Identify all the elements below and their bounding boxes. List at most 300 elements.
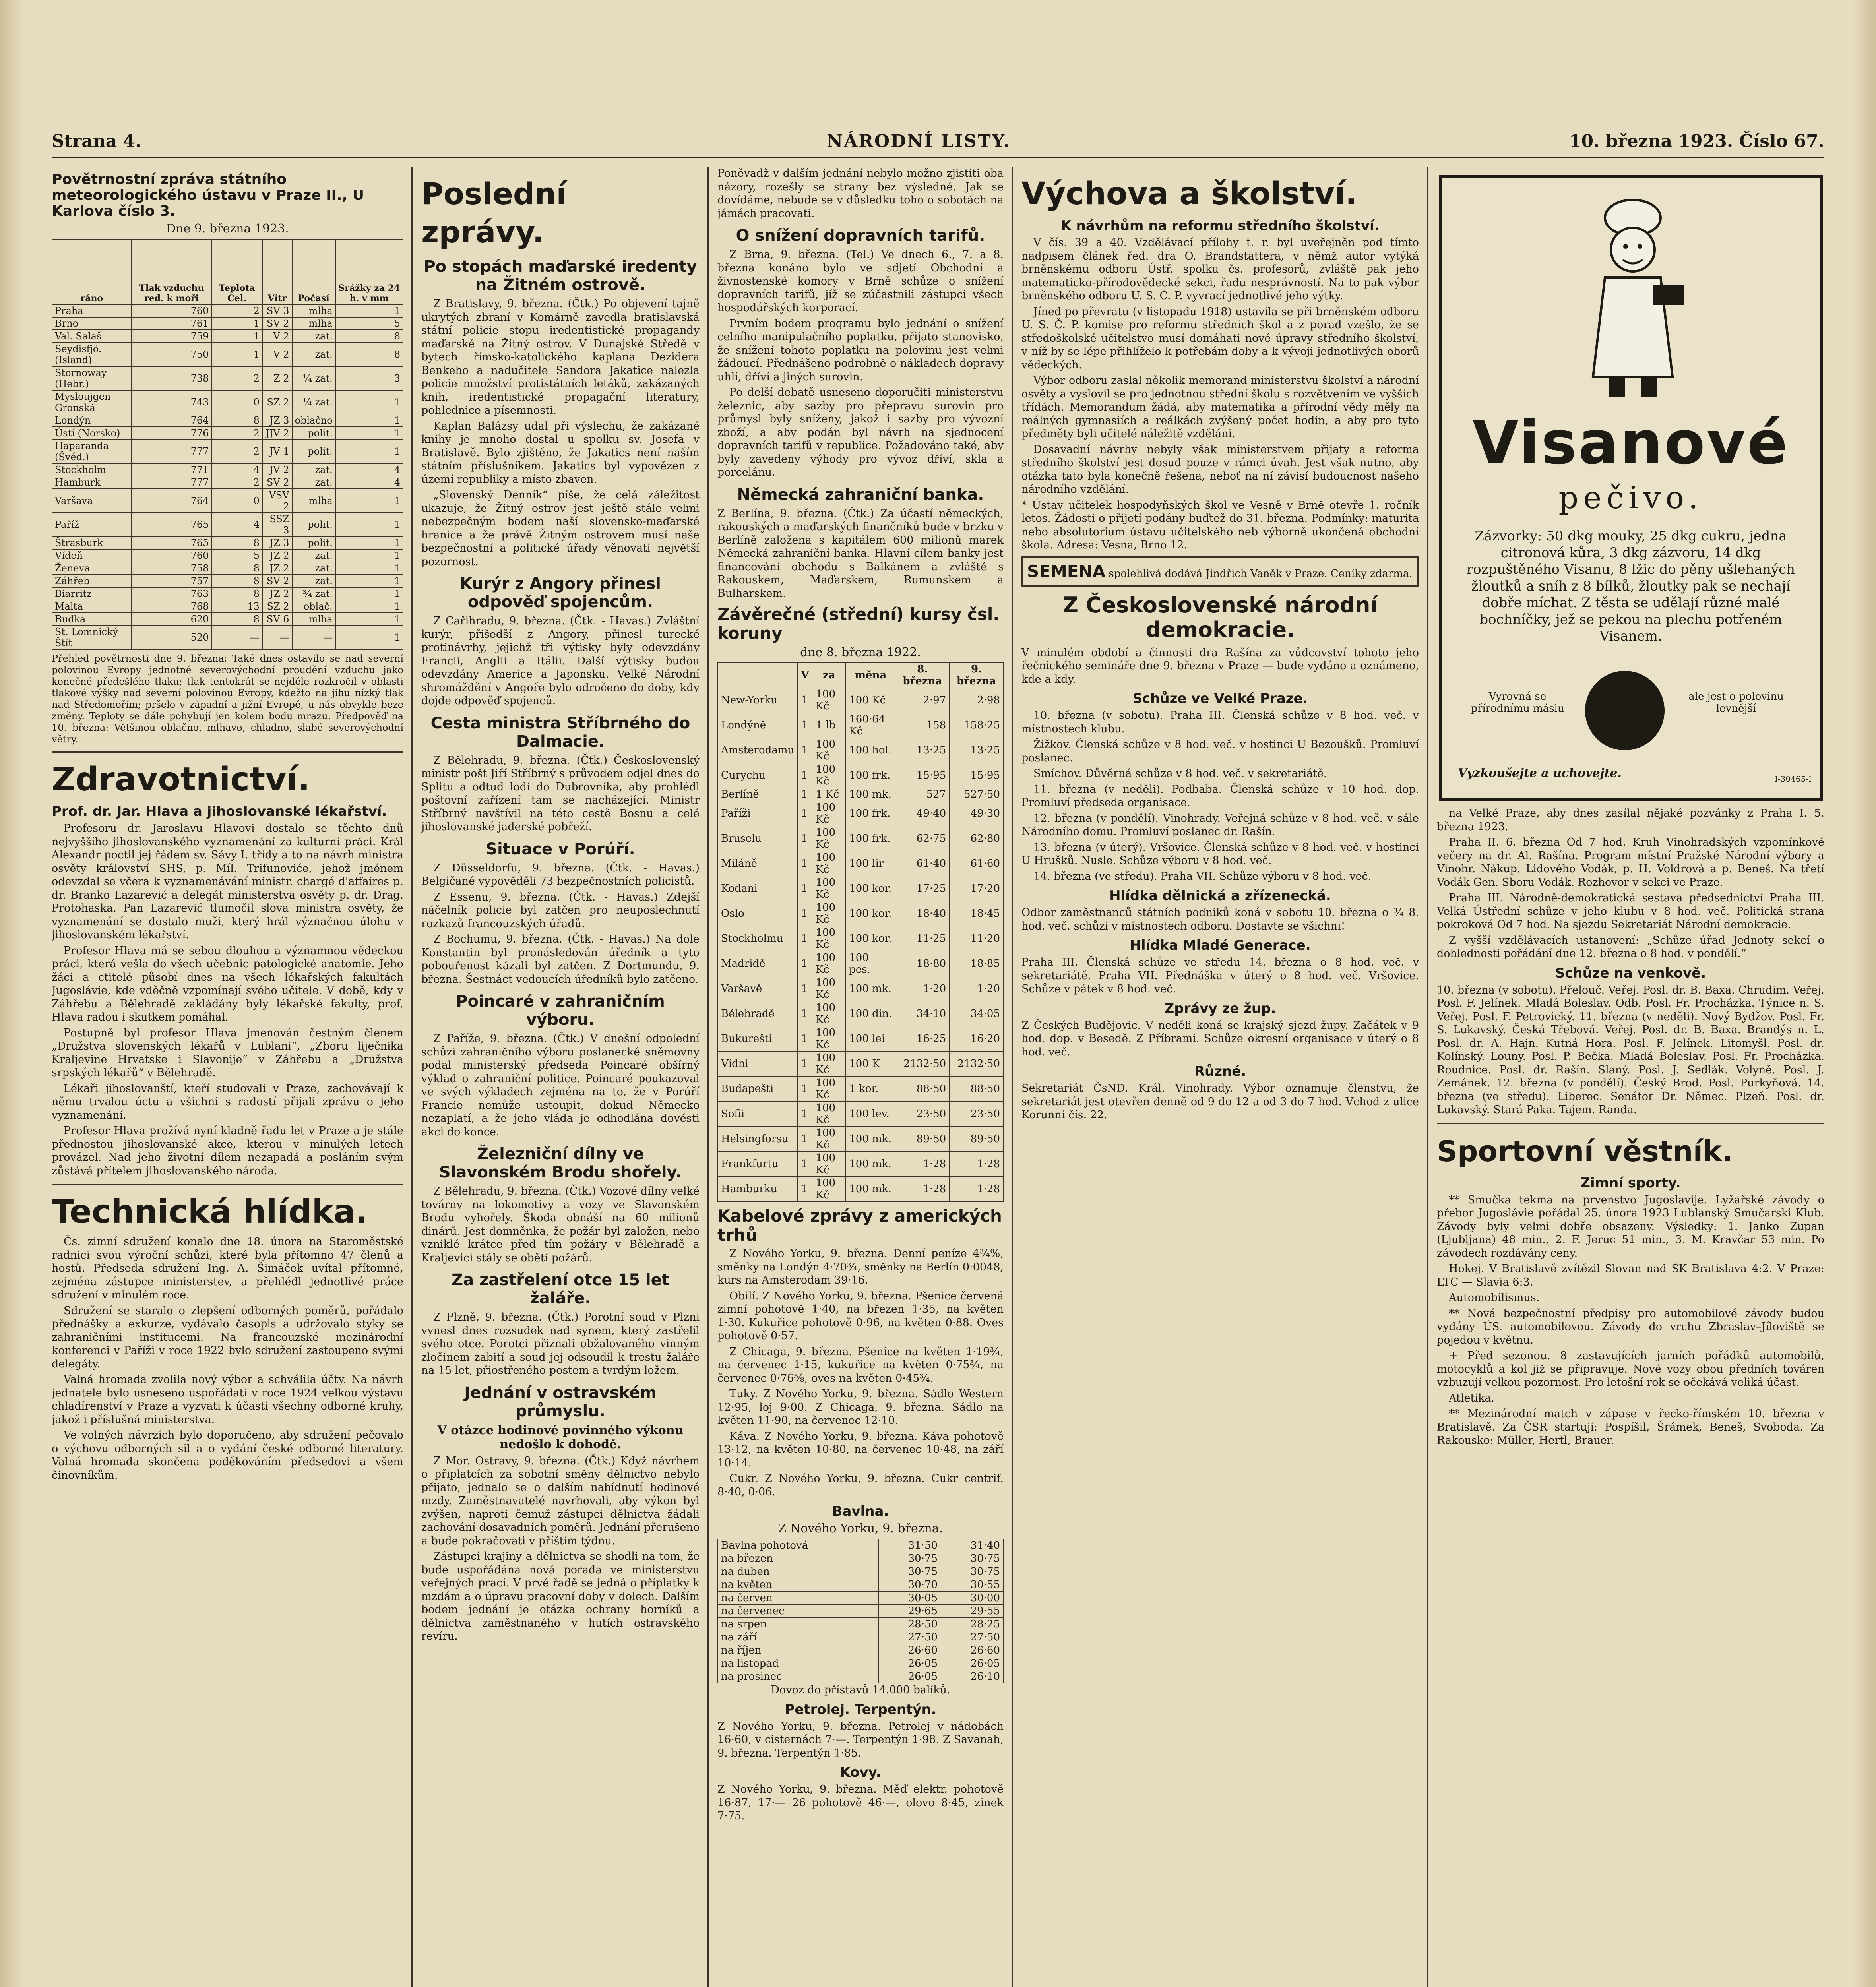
table-cell: 100 Kč <box>812 1026 846 1052</box>
table-cell: 30·75 <box>941 1565 1004 1578</box>
table-cell: oblačno <box>292 414 335 427</box>
table-row <box>718 826 1004 851</box>
table-cell: JZ 2 <box>262 549 292 562</box>
table-cell: 760 <box>132 549 212 562</box>
ad-code: I-30465-I <box>1775 774 1812 784</box>
table-cell: 100 Kč <box>846 688 895 713</box>
paragraph: Cukr. Z Nového Yorku, 9. března. Cukr centrif. 8·40, 0·06. <box>717 1472 1004 1498</box>
table-cell: 743 <box>132 390 212 414</box>
list-item: Z vyšší vzdělávacích ustanovení: „Schůze úřad Jednoty sekcí o dohlednosti pořádání dne 12. března o 8 hod. v pondělí.“ <box>1437 934 1824 960</box>
table-cell: 1 <box>335 613 403 626</box>
article-title: Petrolej. Terpentýn. <box>785 1701 936 1718</box>
table-cell: Stockholm <box>52 463 132 476</box>
table-cell: 17·20 <box>950 876 1004 901</box>
ad-recipe: Zázvorky: 50 dkg mouky, 25 dkg cukru, jedna citronová kůra, 3 dkg zázvoru, 14 dkg rozpuštěného Visanu, 8 lžic do pěny ušlehaných žloutků a sníh z 8 bílků, žloutky pak se nechají dobře míchat. Z těsta se udělají různé malé bochníčky, jež se pekou na plechu potřeném Visanem. <box>1466 528 1795 644</box>
table-row <box>52 549 403 562</box>
article-body: Z Nového Yorku, 9. března. Petrolej v nádobách 16·60, v cisternách 7·—. Terpentýn 1·98. Z Savanah, 9. března. Terpentýn 1·85. <box>717 1720 1004 1759</box>
table-cell: 1 <box>798 1077 812 1102</box>
article-subtitle: V otázce hodinové povinného výkonu nedošlo k dohodě. <box>437 1423 684 1451</box>
table-cell: polit. <box>292 513 335 536</box>
table-cell: 30·75 <box>941 1552 1004 1565</box>
table-cell: Budka <box>52 613 132 626</box>
article-title: Kurýr z Angory přinesl odpověď spojencům. <box>460 575 661 611</box>
table-cell: 100 Kč <box>812 1077 846 1102</box>
table-cell: 26·05 <box>879 1670 941 1683</box>
table-row <box>52 366 403 390</box>
column-divider <box>411 167 413 1987</box>
section-title-sport: Sportovní věstník. <box>1437 1134 1733 1168</box>
table-cell: 1 <box>798 1127 812 1152</box>
table-cell: 13·25 <box>950 738 1004 763</box>
table-row <box>718 738 1004 763</box>
table-row <box>718 763 1004 788</box>
meeting-list <box>1021 709 1419 883</box>
table-row <box>718 1618 1004 1631</box>
newspaper-title: NÁRODNÍ LISTY. <box>827 131 1011 151</box>
masthead-rule <box>52 157 1824 159</box>
table-cell: 1 <box>798 801 812 826</box>
list-item: 11. března (v neděli). Podbaba. Členská schůze v 10 hod. dop. Promluví předseda organisace. <box>1021 783 1419 809</box>
column-divider <box>1012 167 1013 1987</box>
table-cell: 17·25 <box>895 876 950 901</box>
table-cell: 1 <box>798 688 812 713</box>
table-cell: 2 <box>211 304 262 317</box>
table-cell: 1 <box>798 876 812 901</box>
list-item: 10. března (v sobotu). Praha III. Členská schůze v 8 hod. več. v místnostech klubu. <box>1021 709 1419 735</box>
table-row <box>52 613 403 626</box>
table-cell: zat. <box>292 343 335 366</box>
paragraph: ** Nová bezpečnostní předpisy pro automobilové závody budou vydány ÚS. automobilovou. Závody do vrchu Zbraslav–Jíloviště se pojedou v květnu. <box>1437 1307 1824 1346</box>
table-cell: 1 lb <box>812 713 846 738</box>
table-cell: V 2 <box>262 330 292 343</box>
table-cell: na červen <box>718 1592 879 1605</box>
table-row <box>718 1127 1004 1152</box>
table-cell: 100 Kč <box>812 1152 846 1177</box>
table-cell: 1 <box>211 330 262 343</box>
table-cell: Malta <box>52 600 132 613</box>
table-cell: polit. <box>292 427 335 440</box>
table-cell: 1 <box>335 600 403 613</box>
paragraph: Výbor odboru zaslal několik memorand ministerstvu školství a národní osvěty a vyslovil se pro jednotnou střední školu s rozvětvením ve vyšších třídách. Memorandum žádá, aby matematika a přírodní vědy měly na reálných gymnasiích a reálkách zvýšený počet hodin, a aby pro tyto předměty byli učitelé náležitě vzděláni. <box>1021 374 1419 440</box>
table-cell: 88·50 <box>895 1077 950 1102</box>
table-cell: 26·05 <box>941 1657 1004 1670</box>
table-cell: JV 2 <box>262 463 292 476</box>
table-cell: 89·50 <box>895 1127 950 1152</box>
article-title: Situace v Porúří. <box>486 840 635 858</box>
table-cell: 27·50 <box>879 1631 941 1644</box>
table-cell: 160·64 Kč <box>846 713 895 738</box>
table-cell: 527·50 <box>950 788 1004 801</box>
table-cell: 5 <box>335 317 403 330</box>
table-cell: 3 <box>335 366 403 390</box>
table-cell: 100 kor. <box>846 926 895 951</box>
article-body <box>421 297 700 568</box>
table-row <box>52 575 403 587</box>
table-cell: — <box>292 626 335 649</box>
table-cell: 18·80 <box>895 951 950 976</box>
table-row <box>718 1605 1004 1618</box>
table-cell: 0 <box>211 489 262 513</box>
table-header: za <box>812 663 846 688</box>
table-cell: 100 Kč <box>812 901 846 926</box>
table-cell: Vídni <box>718 1052 798 1077</box>
table-cell: 11·20 <box>950 926 1004 951</box>
table-row <box>718 1077 1004 1102</box>
table-cell: Londýně <box>718 713 798 738</box>
table-cell: mlha <box>292 613 335 626</box>
table-cell: 764 <box>132 414 212 427</box>
table-cell: 1 <box>798 951 812 976</box>
table-row <box>52 343 403 366</box>
list-item: Praha II. 6. března Od 7 hod. Kruh Vinohradských vzpomínkové večery na dr. Al. Rašína. Program místní Pražské Národní výbory a Vinohr. Nákup. Lidového Vodák, p. H. Voldrová a p. Beneš. Na třetí Vodák Gen. Sboru Vodák. Rozhovor v sekci ve Praze. <box>1437 836 1824 889</box>
column-3 <box>717 167 1004 1987</box>
table-cell: 100 frk. <box>846 801 895 826</box>
table-row <box>718 976 1004 1001</box>
table-row <box>718 1657 1004 1670</box>
paragraph: Dosavadní návrhy nebyly však ministerstvem přijaty a reforma středního školství jest dosud pouze v rámci úvah. Jest však nutno, aby otázka tato byla konečně řešena, neboť na ní závisí budoucnost našeho národního vzdělání. <box>1021 443 1419 496</box>
table-cell: 100 Kč <box>812 951 846 976</box>
table-row <box>718 1052 1004 1077</box>
article-body <box>421 862 700 986</box>
table-cell: 1 <box>798 1052 812 1077</box>
table-cell: Praha <box>52 304 132 317</box>
table-cell: 760 <box>132 304 212 317</box>
table-cell: Ženeva <box>52 562 132 575</box>
table-cell: 8 <box>335 343 403 366</box>
table-cell: 158 <box>895 713 950 738</box>
ad-slogan: Vyzkoušejte a uchovejte. <box>1458 766 1622 780</box>
exchange-rate-table <box>717 662 1004 1202</box>
paragraph: Atletika. <box>1449 1392 1495 1404</box>
table-cell: na květen <box>718 1578 879 1592</box>
semena-ad <box>1021 556 1419 587</box>
table-cell: na březen <box>718 1552 879 1565</box>
baker-figure-icon <box>1573 194 1688 401</box>
table-row <box>718 1001 1004 1026</box>
table-cell: New-Yorku <box>718 688 798 713</box>
table-cell: 1 <box>798 763 812 788</box>
table-cell: 88·50 <box>950 1077 1004 1102</box>
article-title: Zimní sporty. <box>1580 1175 1681 1191</box>
table-cell: 2 <box>211 440 262 463</box>
table-cell: 100 lev. <box>846 1102 895 1127</box>
table-cell: 1 <box>335 427 403 440</box>
table-cell: 1·20 <box>895 976 950 1001</box>
table-cell: 2132·50 <box>895 1052 950 1077</box>
paragraph: Profesor Hlava prožívá nyní kladně řadu let v Praze a je stále přednostou jihoslovanské akce, kterou v minulých letech provázel. Nad jeho životní dílem nezapadá a posláním svým zůstává přítelem jihoslovanského národa. <box>52 1125 403 1177</box>
table-cell: 100 Kč <box>812 801 846 826</box>
table-row <box>718 788 1004 801</box>
table-cell: Bavlna pohotová <box>718 1539 879 1552</box>
program-list <box>1437 807 1824 961</box>
cotton-note: Dovoz do přístavů 14.000 balíků. <box>771 1684 950 1696</box>
table-row <box>718 1539 1004 1552</box>
table-cell: 1 <box>335 414 403 427</box>
table-cell: 11·25 <box>895 926 950 951</box>
table-cell: 26·60 <box>879 1644 941 1657</box>
table-cell: 26·10 <box>941 1670 1004 1683</box>
article-body: V minulém období a činnosti dra Rašína za vůdcovství tohoto jeho řečnického semináře dne 9. března v Praze — bude vydáno a oznámeno, kde a kdy. <box>1021 646 1419 686</box>
table-cell: 100 pes. <box>846 951 895 976</box>
article-body: Z Nového Yorku, 9. března. Měď elektr. pohotově 16·87, 17·— 26 pohotově 46·—, olovo 8·45, zinek 7·75. <box>717 1783 1004 1822</box>
table-cell: 1 <box>798 926 812 951</box>
table-cell: Ústí (Norsko) <box>52 427 132 440</box>
table-cell: Stockholmu <box>718 926 798 951</box>
table-cell: 1 <box>211 317 262 330</box>
divider <box>52 751 403 753</box>
table-cell: 62·75 <box>895 826 950 851</box>
table-header <box>718 663 798 688</box>
column-2 <box>421 167 700 1987</box>
table-cell: 26·05 <box>879 1657 941 1670</box>
article-body <box>1021 236 1419 496</box>
paragraph: Sdružení se staralo o zlepšení odborných poměrů, pořádalo přednášky a exkurze, vydávalo časopis a udržovalo styky se zahraničními institucemi. Na francouzské mezinárodní konferenci v Paříži v roce 1922 bylo sdružení zastoupeno svými delegáty. <box>52 1304 403 1370</box>
table-cell: Miláně <box>718 851 798 876</box>
table-cell: Záhřeb <box>52 575 132 587</box>
table-cell: SZ 2 <box>262 600 292 613</box>
table-row <box>52 536 403 549</box>
table-cell: 1 <box>798 851 812 876</box>
table-cell: 763 <box>132 587 212 600</box>
table-cell: 100 Kč <box>812 1052 846 1077</box>
table-cell: 89·50 <box>950 1127 1004 1152</box>
table-cell: 26·60 <box>941 1644 1004 1657</box>
table-row <box>718 1631 1004 1644</box>
table-row <box>718 713 1004 738</box>
list-item: 14. března (ve středu). Praha VII. Schůze výboru v 8 hod. več. <box>1033 870 1372 883</box>
table-cell: mlha <box>292 489 335 513</box>
table-cell: 100 mk. <box>846 1152 895 1177</box>
table-cell: Brno <box>52 317 132 330</box>
list-item: Žižkov. Členská schůze v 8 hod. več. v hostinci U Bezoušků. Promluví poslanec. <box>1021 738 1419 764</box>
paragraph: Z Mor. Ostravy, 9. března. (Čtk.) Když návrhem o připlatcích za sobotní směny dělnictvo nebylo přijato, jednalo se o dalším nabídnutí hodinové mzdy. Zaměstnavatelé navrhovali, aby výkon byl zvýšen, naproti čemuž zástupci dělnictva žádali zachování dosavadních poměrů. Jednání přerušeno a bude pokračovati v příštím týdnu. <box>421 1454 700 1547</box>
cotton-place: Z Nového Yorku, 9. března. <box>778 1522 943 1536</box>
table-cell: 8 <box>211 414 262 427</box>
table-cell: 8 <box>335 330 403 343</box>
table-cell: mlha <box>292 317 335 330</box>
table-cell: 158·25 <box>950 713 1004 738</box>
paragraph: Tuky. Z Nového Yorku, 9. března. Sádlo Western 12·95, loj 9·00. Z Chicaga, 9. března. Sádlo na květen 11·90, na červenec 12·10. <box>717 1388 1004 1427</box>
column-divider <box>707 167 709 1987</box>
article-title: Hlídka Mladé Generace. <box>1130 937 1311 953</box>
table-cell: 1 <box>798 901 812 926</box>
table-cell: SV 6 <box>262 613 292 626</box>
article-title: Schůze ve Velké Praze. <box>1132 691 1308 707</box>
table-row <box>52 440 403 463</box>
table-cell: ¾ zat. <box>292 587 335 600</box>
article-body <box>1437 1193 1824 1447</box>
table-row <box>718 1670 1004 1683</box>
table-cell: na listopad <box>718 1657 879 1670</box>
column-divider <box>1427 167 1428 1987</box>
seal-icon <box>1585 671 1665 750</box>
table-row <box>718 1026 1004 1052</box>
table-row <box>718 688 1004 713</box>
table-cell: 1 <box>335 562 403 575</box>
table-cell: 62·80 <box>950 826 1004 851</box>
table-cell: 30·75 <box>879 1565 941 1578</box>
table-cell: 1 <box>211 343 262 366</box>
table-cell: — <box>262 626 292 649</box>
article-body: Praha III. Členská schůze ve středu 14. března o 8 hod. več. v sekretariátě. Praha VII. Přednáška v úterý o 8 hod. več. Vršovice. Schůze v pátek v 8 hod. več. <box>1021 956 1419 995</box>
table-cell: 771 <box>132 463 212 476</box>
paragraph: ** Mezinárodní match v zápase v řecko-římském 10. března v Bratislavě. Za ČSR startují: Pospíšil, Šrámek, Beneš, Svoboda. Za Rakousko: Müller, Hertl, Brauer. <box>1437 1408 1824 1447</box>
table-cell: 18·45 <box>950 901 1004 926</box>
cotton-table <box>717 1539 1004 1683</box>
table-cell: 100 mk. <box>846 788 895 801</box>
table-cell: Frankfurtu <box>718 1152 798 1177</box>
table-row <box>718 1152 1004 1177</box>
table-cell: 2·97 <box>895 688 950 713</box>
article-body <box>421 1185 700 1265</box>
table-cell: JV 1 <box>262 440 292 463</box>
table-cell: 750 <box>132 343 212 366</box>
paragraph: Zástupci krajiny a dělnictva se shodli na tom, že bude uspořádána nová porada ve ministerstvu veřejných prací. V prvé řadě se jedná o příplatky k mzdám a o úpravu pracovní doby v dolech. Dalším bodem jednání je otázka ochrany horníků a dělnictva zaměstnaného v hutích ostravského revíru. <box>421 1550 700 1642</box>
table-row <box>718 1578 1004 1592</box>
table-cell: JZ 3 <box>262 536 292 549</box>
table-cell: 764 <box>132 489 212 513</box>
divider <box>1437 1123 1824 1124</box>
section-title-latest-news: Poslední zprávy. <box>421 176 567 250</box>
table-cell: 100 frk. <box>846 826 895 851</box>
table-cell: zat. <box>292 330 335 343</box>
table-cell: 28·25 <box>941 1618 1004 1631</box>
table-cell: 100 Kč <box>812 1177 846 1202</box>
table-cell: Vídeň <box>52 549 132 562</box>
paragraph: Postupně byl profesor Hlava jmenován čestným členem „Družstva slovenských lékařů v Lublani“, „Zboru liječnika Kraljevine Hrvatske i Slavonije“ v Záhřebu a „Družstva srpských lékařů“ v Bělehradě. <box>52 1026 403 1079</box>
meeting-list: 10. března (v sobotu). Přelouč. Veřej. Posl. dr. B. Baxa. Chrudim. Veřej. Posl. F. Jelínek. Mladá Boleslav. Odb. Posl. Fr. Procházka. Týnice n. S. Veřej. Posl. F. Petrovický. 11. března (v neděli). Nový Bydžov. Posl. Fr. S. Lukavský. Česká Třebová. Veřej. Posl. dr. B. Baxa. Brandýs n. L. Posl. dr. A. Hajn. Kutná Hora. Posl. F. Jelínek. Litomyšl. Posl. dr. Kolínský. Louny. Posl. P. Bečka. Mladá Boleslav. Posl. Fr. Procházka. Roudnice. Posl. dr. Rašín. Slaný. Posl. J. Sedlák. Volyně. Posl. J. Zemánek. 12. března (v pondělí). Český Brod. Posl. Purkyňová. 14. března (ve středu). Liberec. Senátor Dr. Němec. Plzeň. Posl. dr. Lukavský. Stará Paka. Tajem. Randa. <box>1437 984 1824 1116</box>
table-cell: 100 Kč <box>812 976 846 1001</box>
column-5 <box>1437 807 1824 1987</box>
table-row <box>52 513 403 536</box>
table-cell: 13 <box>211 600 262 613</box>
table-cell: Helsingforsu <box>718 1127 798 1152</box>
table-row <box>718 901 1004 926</box>
table-row <box>52 390 403 414</box>
table-header: měna <box>846 663 895 688</box>
table-cell: Stornoway (Hebr.) <box>52 366 132 390</box>
table-cell: 100 kor. <box>846 876 895 901</box>
table-cell: 1 <box>798 1102 812 1127</box>
table-cell: 1 <box>335 549 403 562</box>
table-cell: 1 <box>335 489 403 513</box>
article-body <box>421 1311 700 1377</box>
paragraph: Automobilismus. <box>1449 1292 1540 1304</box>
article-title: Za zastřelení otce 15 let žaláře. <box>452 1271 669 1307</box>
table-row <box>52 600 403 613</box>
table-cell: Seydisfjö. (Island) <box>52 343 132 366</box>
table-cell: zat. <box>292 549 335 562</box>
list-item: Praha III. Národně-demokratická sestava předsednictví Praha III. Velká Ústřední schůze v jeho klubu v 8 hod. več. Politická strana pokroková Od 7 hod. Na sjezdu Sekretariát Národní demokracie. <box>1437 892 1824 931</box>
table-cell: 28·50 <box>879 1618 941 1631</box>
table-cell: 13·25 <box>895 738 950 763</box>
table-cell: 4 <box>211 463 262 476</box>
column-4 <box>1021 167 1419 1987</box>
table-row <box>718 1644 1004 1657</box>
table-cell: Madridě <box>718 951 798 976</box>
table-cell: 1 <box>335 440 403 463</box>
table-row <box>718 1177 1004 1202</box>
table-cell: 30·00 <box>941 1592 1004 1605</box>
table-cell: zat. <box>292 575 335 587</box>
semena-text: spolehlivá dodává Jindřich Vaněk v Praze. Ceníky zdarma. <box>1109 567 1413 580</box>
table-cell: 61·40 <box>895 851 950 876</box>
paragraph: Z Paříže, 9. března. (Čtk.) V dnešní odpolední schůzi zahraničního výboru poslanecké sněmovny podal ministerský předseda Poincaré obšírný výklad o zahraniční politice. Poincaré poukazoval ve svých výkladech zejména na to, že v Porúří Francie nemůže ustoupit, dokud Německo nezaplatí, a že jeho vláda je odhodlána dovésti akci do konce. <box>421 1032 700 1138</box>
table-cell: 31·40 <box>941 1539 1004 1552</box>
table-row <box>52 476 403 489</box>
table-row <box>718 1565 1004 1578</box>
paragraph: Z Cařihradu, 9. března. (Čtk. - Havas.) Zvláštní kurýr, přišedší z Angory, přinesl turecké protinávrhy, jejichž tři výtisky byly odevzdány Francii, Anglii a Itálii. Další výtisky budou odevzdány Americe a Japonsku. Velké Národní shromáždění v Angoře bylo odročeno do doby, kdy dojde odpověď spojenců. <box>421 615 700 707</box>
weather-date: Dne 9. března 1923. <box>166 222 289 236</box>
table-header: 9. března <box>950 663 1004 688</box>
table-cell: 16·25 <box>895 1026 950 1052</box>
table-cell: 8 <box>211 613 262 626</box>
table-cell: 4 <box>211 513 262 536</box>
paragraph: Lékaři jihoslovanští, kteří studovali v Praze, zachovávají k němu trvalou úctu a všichni s radostí přijali zprávu o jeho vyznamenání. <box>52 1082 403 1121</box>
paragraph: + Před sezonou. 8 zastavujících jarních pořádků automobilů, motocyklů a kol již se připravuje. Nové vozy obou předních továren vzbuzují velkou pozornost. Pro letošní rok se očekává veliká účast. <box>1437 1350 1824 1389</box>
table-cell: 1 kor. <box>846 1077 895 1102</box>
table-cell: 520 <box>132 626 212 649</box>
table-cell: Bělehradě <box>718 1001 798 1026</box>
table-cell: Budapešti <box>718 1077 798 1102</box>
table-row <box>52 304 403 317</box>
table-cell: 8 <box>211 575 262 587</box>
table-cell: 100 Kč <box>812 688 846 713</box>
table-cell: 1 <box>798 976 812 1001</box>
table-cell: 1 <box>335 536 403 549</box>
table-cell: Val. Salaš <box>52 330 132 343</box>
table-cell: 2 <box>211 366 262 390</box>
table-cell: Berlíně <box>718 788 798 801</box>
section-title-tech: Technická hlídka. <box>52 1193 368 1231</box>
us-markets-title: Kabelové zprávy z amerických trhů <box>717 1206 1002 1245</box>
article-title: Jednání v ostravském průmyslu. <box>464 1383 657 1420</box>
table-cell: 15·95 <box>895 763 950 788</box>
table-cell: SV 2 <box>262 317 292 330</box>
table-cell: 1 <box>335 390 403 414</box>
paragraph: Z Nového Yorku, 9. března. Denní peníze 4¾%, směnky na Londýn 4·70¾, směnky na Berlín 0·0048, kurs na Amsterodam 39·16. <box>717 1247 1004 1286</box>
table-cell: 23·50 <box>950 1102 1004 1127</box>
table-cell: 8 <box>211 587 262 600</box>
table-cell: Kodani <box>718 876 798 901</box>
table-cell: Paříži <box>718 801 798 826</box>
table-cell: 100 mk. <box>846 1177 895 1202</box>
table-cell: 1 <box>798 738 812 763</box>
table-cell: SZ 2 <box>262 390 292 414</box>
table-cell: 30·55 <box>941 1578 1004 1592</box>
table-cell: 2 <box>211 427 262 440</box>
paragraph: Z Bochumu, 9. března. (Čtk. - Havas.) Na dole Konstantin byl pronásledován úředník a tyto pobouřenost kázali byl zatčen. Z Dortmundu, 9. března. Šestnáct vedoucích úředníků bylo zatčeno. <box>421 933 700 986</box>
table-row <box>52 317 403 330</box>
ad-subtitle: pečivo. <box>1558 480 1703 516</box>
table-cell: na prosinec <box>718 1670 879 1683</box>
table-row <box>718 926 1004 951</box>
semena-title: SEMENA <box>1027 561 1106 581</box>
table-cell: 100 K <box>846 1052 895 1077</box>
table-cell: 2132·50 <box>950 1052 1004 1077</box>
fx-title: Závěrečné (střední) kursy čsl. koruny <box>717 604 1000 643</box>
table-cell: JZ 2 <box>262 587 292 600</box>
paragraph: Prvním bodem programu bylo jednání o snížení celního manipulačního poplatku, přijato stanovisko, že snížení tohoto poplatku na polovinu jest velmi žádoucí. Přednášeno podrobně o nákladech dopravy uhlí, dříví a jiných surovin. <box>717 317 1004 383</box>
table-cell: Bruselu <box>718 826 798 851</box>
table-cell: zat. <box>292 562 335 575</box>
table-cell: polit. <box>292 440 335 463</box>
article-title: O snížení dopravních tarifů. <box>736 227 985 245</box>
table-cell: St. Lomnický Štít <box>52 626 132 649</box>
paragraph: Po delší debatě usneseno doporučiti ministerstvu železnic, aby sazby pro přepravu surovin pro průmysl byly sníženy, jakož i sazby pro vývozní zboží, a aby podán byl návrh na sjednocení dopravních tarifů v republice. Požadováno také, aby byly zavedeny výhody pro vývoz dříví, skla a porcelánu. <box>717 386 1004 478</box>
table-cell: 1 <box>335 513 403 536</box>
paragraph: „Slovenský Denník“ píše, že celá záležitost ukazuje, že Žitný ostrov jest ještě stále velmi nebezpečným bodem naší slovensko-maďarské hranice a že právě Žitným ostrovem musí naše bezpečnostní a politické úřady věnovati největší pozornost. <box>421 489 700 568</box>
